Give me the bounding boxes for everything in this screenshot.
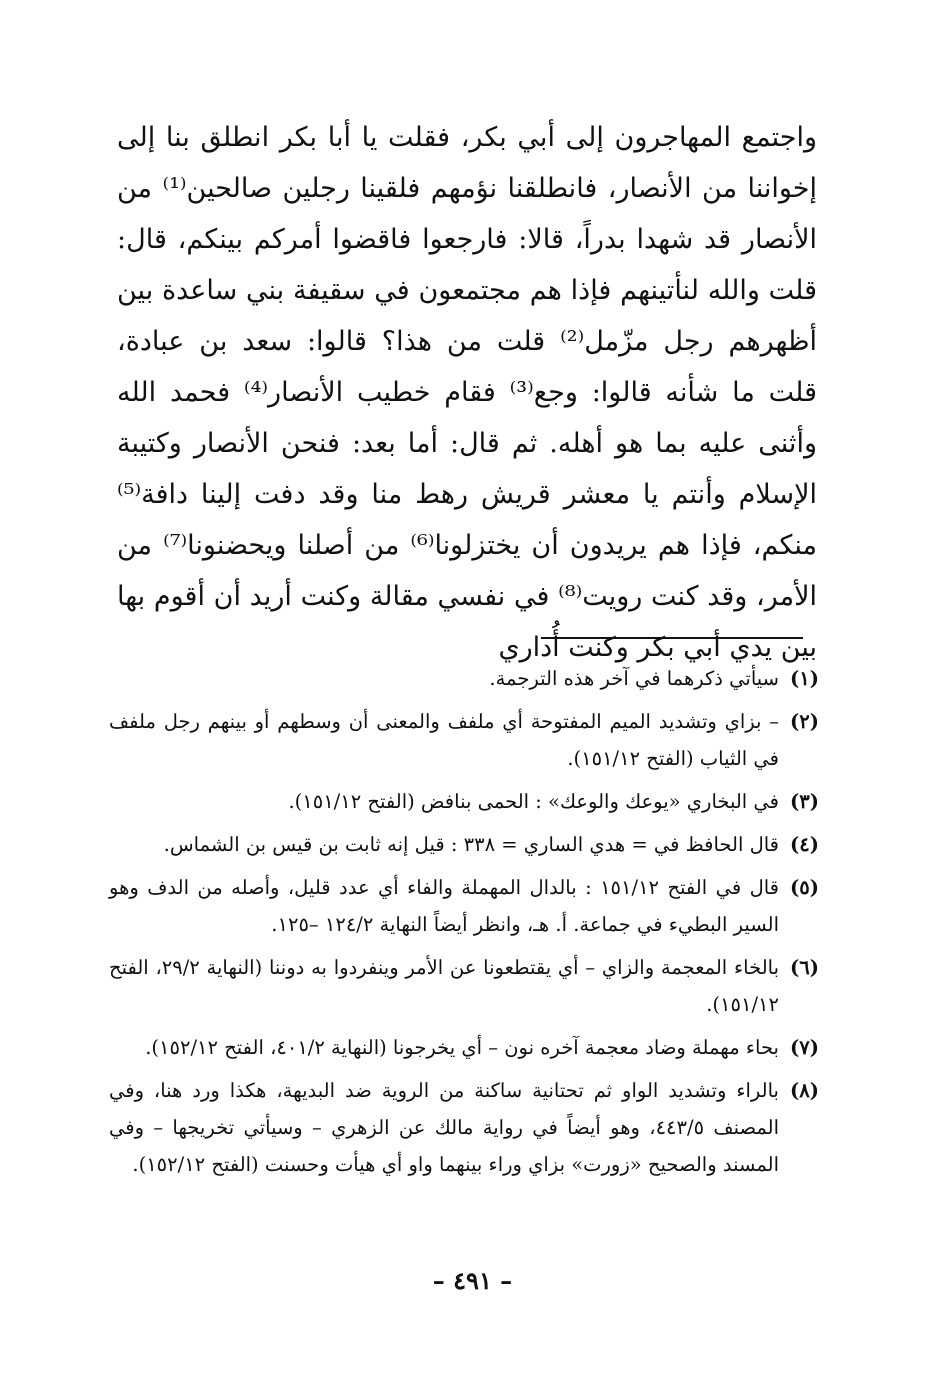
footnote-text: في البخاري «يوعك والوعك» : الحمى بنافض (الفتح ١٥١/١٢). bbox=[288, 790, 779, 813]
footnote-item bbox=[109, 869, 819, 943]
footnote-number: (٥) bbox=[790, 876, 819, 899]
footnote-separator bbox=[541, 637, 803, 639]
main-paragraph: واجتمع المهاجرون إلى أبي بكر، فقلت يا أبا بكر انطلق بنا إلى إخواننا من الأنصار، فانطلقنا نؤمهم فلقينا رجلين صالحين⁽¹⁾ من الأنصار قد شهدا بدراً، قالا: فارجعوا فاقضوا أمركم بينكم، قال: قلت والله لنأتينهم فإذا هم مجتمعون في سقيفة بني ساعدة بين أظهرهم رجل مزّمل⁽²⁾ قلت من هذا؟ قالوا: سعد بن عبادة، قلت ما شأنه قالوا: وجع⁽³⁾ فقام خطيب الأنصار⁽⁴⁾ فحمد الله وأثنى عليه بما هو أهله. ثم قال: أما بعد: فنحن الأنصار وكتيبة الإسلام وأنتم يا معشر قريش رهط منا وقد دفت إلينا دافة⁽⁵⁾ منكم، فإذا هم يريدون أن يختزلونا⁽⁶⁾ من أصلنا ويحضنونا⁽⁷⁾ من الأمر، وقد كنت رويت⁽⁸⁾ في نفسي مقالة وكنت أريد أن أقوم بها بين يدي أبي بكر وكنت أُداري bbox=[117, 122, 818, 663]
footnote-number: (١) bbox=[790, 667, 819, 690]
footnote-text: بالخاء المعجمة والزاي – أي يقتطعونا عن الأمر وينفردوا به دوننا (النهاية ٢٩/٢، الفتح ١٥١/١٢). bbox=[109, 956, 780, 1016]
footnote-item bbox=[109, 949, 819, 1023]
footnote-item bbox=[109, 703, 819, 777]
footnote-item bbox=[109, 826, 819, 863]
footnote-text: بحاء مهملة وضاد معجمة آخره نون – أي يخرجونا (النهاية ٤٠١/٢، الفتح ١٥٢/١٢). bbox=[145, 1036, 779, 1059]
footnote-item bbox=[109, 1029, 819, 1066]
footnote-number: (٨) bbox=[790, 1079, 819, 1102]
footnote-text: قال الحافظ في = هدي الساري = ٣٣٨ : قيل إنه ثابت بن قيس بن الشماس. bbox=[163, 833, 779, 856]
footnote-text: بالراء وتشديد الواو ثم تحتانية ساكنة من الروية ضد البديهة، هكذا ورد هنا، وفي المصنف ٤٤٣/٥، وهو أيضاً في رواية مالك عن الزهري – وسيأتي تخريجها – وفي المسند والصحيح «زورت» بزاي وراء بينهما واو أي هيأت وحسنت (الفتح ١٥٢/١٢). bbox=[109, 1079, 779, 1176]
footnote-item bbox=[109, 783, 819, 820]
footnote-number: (٤) bbox=[790, 833, 819, 856]
footnote-number: (٧) bbox=[790, 1036, 819, 1059]
footnote-number: (٦) bbox=[790, 956, 819, 979]
page-number: – ٤٩١ – bbox=[432, 1266, 513, 1295]
footnote-item bbox=[109, 1072, 819, 1183]
footnote-text: سيأتي ذكرهما في آخر هذه الترجمة. bbox=[489, 667, 779, 690]
footnote-text: – بزاي وتشديد الميم المفتوحة أي ملفف والمعنى أن وسطهم أو بينهم رجل ملفف في الثياب (الفتح ١٥١/١٢). bbox=[109, 710, 779, 770]
footnote-text: قال في الفتح ١٥١/١٢ : بالدال المهملة والفاء أي عدد قليل، وأصله من الدف وهو السير البطيء في جماعة. أ. هـ، وانظر أيضاً النهاية ١٢٤/٢ –١٢٥. bbox=[109, 876, 780, 936]
footnote-number: (٢) bbox=[790, 710, 819, 733]
footnote-number: (٣) bbox=[790, 790, 819, 813]
main-text-block bbox=[117, 112, 817, 673]
footnote-item bbox=[109, 660, 819, 697]
footnotes-list bbox=[109, 660, 819, 1189]
